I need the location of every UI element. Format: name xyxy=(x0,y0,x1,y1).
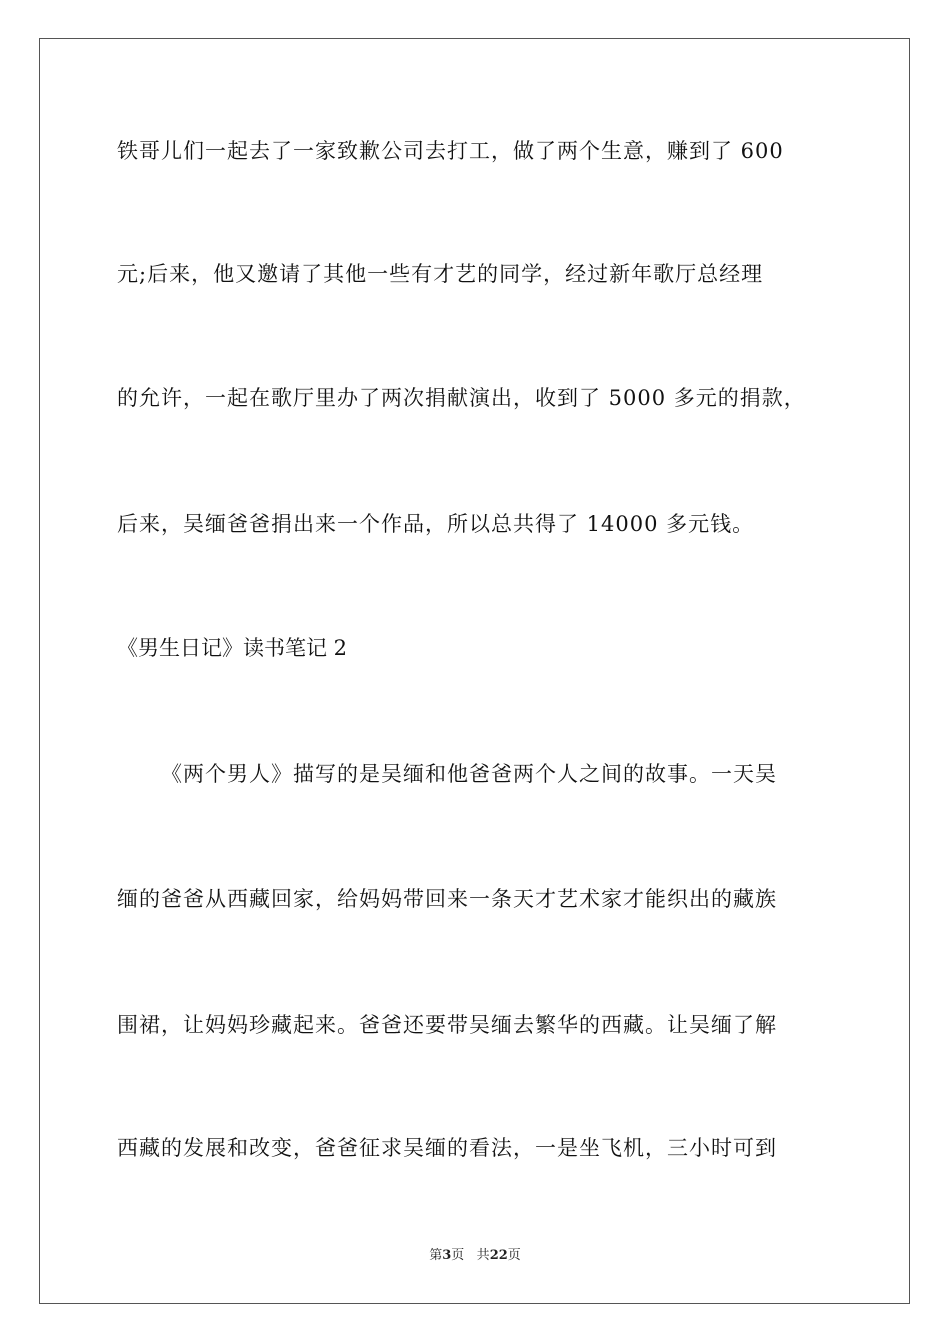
page-border xyxy=(39,38,910,1304)
section-heading: 《男生日记》读书笔记 2 xyxy=(117,636,348,660)
body-text-line: 西藏的发展和改变，爸爸征求吴缅的看法，一是坐飞机，三小时可到 xyxy=(117,1136,777,1160)
body-text-line: 后来，吴缅爸爸捐出来一个作品，所以总共得了 14000 多元钱。 xyxy=(117,512,755,536)
page-footer xyxy=(0,1247,950,1265)
body-text-line: 元;后来，他又邀请了其他一些有才艺的同学，经过新年歌厅总经理 xyxy=(117,262,764,286)
body-text-line: 围裙，让妈妈珍藏起来。爸爸还要带吴缅去繁华的西藏。让吴缅了解 xyxy=(117,1013,777,1037)
body-text-line: 铁哥儿们一起去了一家致歉公司去打工，做了两个生意，赚到了 600 xyxy=(117,139,784,163)
body-text-line: 的允许，一起在歌厅里办了两次捐献演出，收到了 5000 多元的捐款， xyxy=(117,386,806,410)
footer-page-number: 3 xyxy=(442,1248,452,1263)
footer-total-prefix: 共 xyxy=(476,1248,490,1263)
footer-page-prefix: 第 xyxy=(429,1248,443,1263)
footer-total-suffix: 页 xyxy=(507,1248,521,1263)
footer-total-pages: 22 xyxy=(489,1248,508,1263)
body-text-line: 缅的爸爸从西藏回家，给妈妈带回来一条天才艺术家才能织出的藏族 xyxy=(117,887,777,911)
body-text-line: 《两个男人》描写的是吴缅和他爸爸两个人之间的故事。一天吴 xyxy=(161,762,777,786)
footer-page-suffix: 页 xyxy=(451,1248,465,1263)
